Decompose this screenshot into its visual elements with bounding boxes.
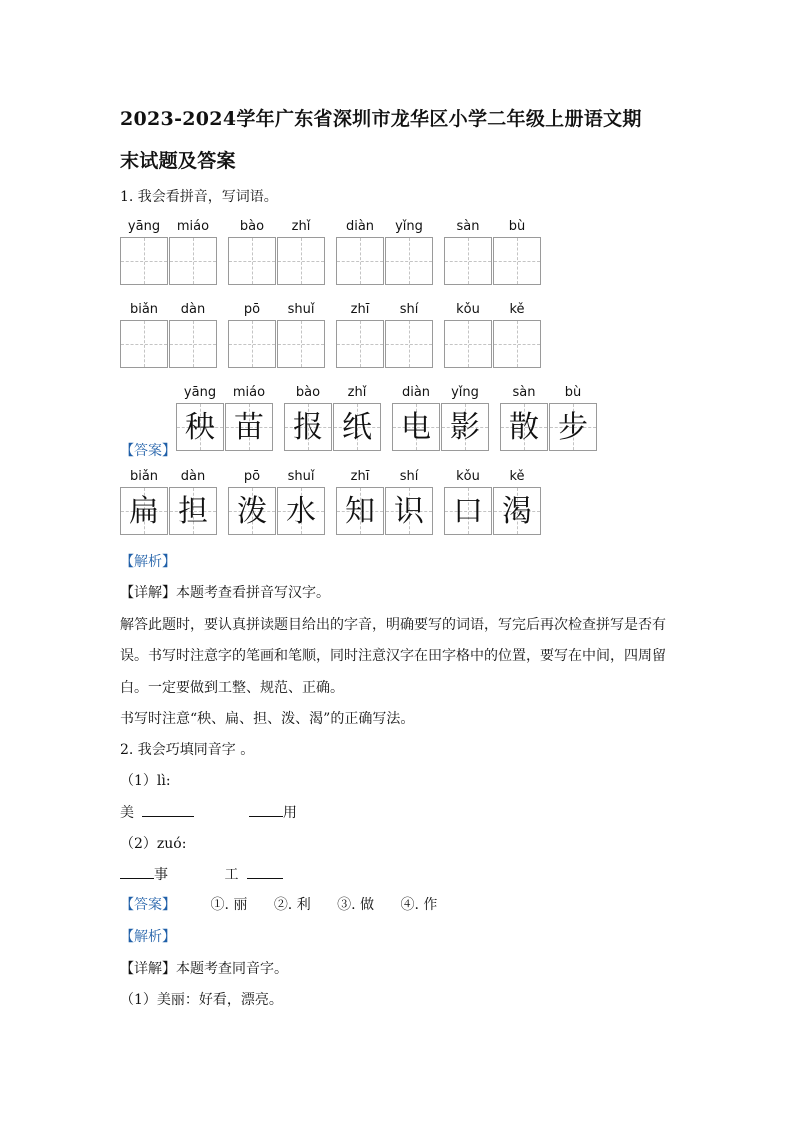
- answer-row2-pinyin: pō: [243, 469, 261, 484]
- answer-row1-pinyin: zhǐ: [347, 385, 367, 400]
- answer-row2-character: 知: [345, 494, 375, 529]
- answer-row2-pinyin: shí: [399, 469, 419, 484]
- answer-row2-tianzige-cell: [120, 487, 168, 535]
- q2-answer-2: ②. 利: [273, 897, 311, 913]
- answer-blank-1[interactable]: [142, 802, 194, 817]
- q2-sub2-b-prefix: 工: [224, 867, 239, 883]
- answer-row1-character: 散: [509, 410, 539, 445]
- answer-row2-pinyin: kě: [509, 469, 525, 484]
- answer-row2-tianzige-cell: [277, 487, 325, 535]
- question-row2-pinyin: pō: [243, 302, 261, 317]
- question-row1-pinyin: yǐng: [395, 219, 423, 234]
- answer-row1-tianzige-cell: [284, 403, 332, 451]
- page-title-line1: 2023-2024学年广东省深圳市龙华区小学二年级上册语文期: [120, 108, 642, 130]
- question-row1-tianzige-cell[interactable]: [336, 237, 384, 285]
- answer-row1-character: 步: [558, 410, 588, 445]
- question-row1-pinyin: yāng: [127, 219, 161, 234]
- question-row2-pinyin: biǎn: [129, 302, 159, 317]
- answer-row1-character: 电: [401, 410, 431, 445]
- answer-row2-pinyin: shuǐ: [287, 469, 315, 484]
- question-2-prompt: 2. 我会巧填同音字 。: [120, 742, 255, 758]
- q2-sub1-a-prefix: 美: [120, 805, 134, 821]
- question-row2-tianzige-cell[interactable]: [277, 320, 325, 368]
- answer-row1-character: 影: [450, 410, 480, 445]
- q1-paragraph-line2: 误。书写时注意字的笔画和笔顺，同时注意汉字在田字格中的位置，要写在中间，四周留: [120, 648, 666, 664]
- q2-sub1-blanks: [120, 802, 297, 822]
- answer-row2-tianzige-cell: [493, 487, 541, 535]
- answer-row2-tianzige-cell: [385, 487, 433, 535]
- question-row1-pinyin: sàn: [456, 219, 480, 234]
- answer-row2-character: 识: [394, 494, 424, 529]
- answer-row2-character: 渴: [502, 494, 532, 529]
- q2-answer-1: ①. 丽: [210, 897, 248, 913]
- q2-sub2-blanks: [120, 864, 283, 884]
- answer-row1-tianzige-cell: [500, 403, 548, 451]
- question-row1-pinyin: diàn: [345, 219, 375, 234]
- q2-detail: 【详解】本题考查同音字。: [120, 961, 288, 977]
- answer-row2-tianzige-cell: [169, 487, 217, 535]
- question-row2-tianzige-cell[interactable]: [169, 320, 217, 368]
- answer-row2-tianzige-cell: [444, 487, 492, 535]
- answer-blank-2[interactable]: [249, 802, 283, 817]
- q2-sub2-label: （2）zuó:: [120, 836, 187, 852]
- answer-row1-pinyin: miáo: [232, 385, 266, 400]
- answer-row2-character: 泼: [237, 494, 267, 529]
- q1-paragraph-line1: 解答此题时，要认真拼读题目给出的字音，明确要写的词语，写完后再次检查拼写是否有: [120, 617, 666, 633]
- answer-row2-pinyin: dàn: [180, 469, 206, 484]
- answer-row1-character: 报: [293, 410, 323, 445]
- q2-sub1-b-suffix: 用: [282, 805, 297, 821]
- question-row1-pinyin: zhǐ: [291, 219, 311, 234]
- answer-row1-tianzige-cell: [392, 403, 440, 451]
- answer-row1-tianzige-cell: [549, 403, 597, 451]
- answer-row2-tianzige-cell: [228, 487, 276, 535]
- answer-row1-character: 苗: [234, 410, 264, 445]
- question-row1-pinyin: miáo: [176, 219, 210, 234]
- q1-note: 书写时注意“秧、扁、担、泼、渴”的正确写法。: [120, 711, 415, 727]
- question-row2-pinyin: kě: [509, 302, 525, 317]
- question-row1-pinyin: bào: [239, 219, 265, 234]
- question-row1-tianzige-cell[interactable]: [493, 237, 541, 285]
- q1-answer-label: 【答案】: [120, 443, 176, 459]
- question-row1-tianzige-cell[interactable]: [277, 237, 325, 285]
- q2-answer-row: [120, 894, 459, 914]
- q1-paragraph-line3: 白。一定要做到工整、规范、正确。: [120, 680, 344, 696]
- answer-row2-pinyin: kǒu: [456, 469, 480, 484]
- answer-row1-pinyin: bù: [564, 385, 582, 400]
- q2-sub1-label: （1）lì:: [120, 773, 171, 789]
- question-row2-pinyin: shuǐ: [287, 302, 315, 317]
- answer-row1-tianzige-cell: [225, 403, 273, 451]
- q2-analysis-label: 【解析】: [120, 929, 176, 945]
- answer-row2-tianzige-cell: [336, 487, 384, 535]
- answer-blank-4[interactable]: [247, 864, 283, 879]
- page-title-line2: 末试题及答案: [120, 150, 236, 172]
- q2-sub2-a-suffix: 事: [154, 867, 168, 883]
- answer-row2-pinyin: biǎn: [129, 469, 159, 484]
- answer-row2-character: 扁: [129, 494, 159, 529]
- answer-row2-character: 担: [178, 494, 208, 529]
- question-row1-tianzige-cell[interactable]: [120, 237, 168, 285]
- answer-row1-character: 秧: [185, 410, 215, 445]
- answer-row2-pinyin: zhī: [350, 469, 370, 484]
- q2-answer-4: ④. 作: [400, 897, 438, 913]
- question-row2-tianzige-cell[interactable]: [120, 320, 168, 368]
- question-row2-pinyin: dàn: [180, 302, 206, 317]
- question-row2-pinyin: shí: [399, 302, 419, 317]
- question-row2-tianzige-cell[interactable]: [228, 320, 276, 368]
- answer-row1-pinyin: yāng: [183, 385, 217, 400]
- answer-row2-character: 水: [286, 494, 316, 529]
- question-row2-pinyin: kǒu: [456, 302, 480, 317]
- question-row2-tianzige-cell[interactable]: [336, 320, 384, 368]
- answer-row1-pinyin: yǐng: [451, 385, 479, 400]
- q2-answer-label: 【答案】: [120, 897, 176, 913]
- answer-row1-pinyin: bào: [295, 385, 321, 400]
- question-1-prompt: 1. 我会看拼音，写词语。: [120, 189, 278, 205]
- q2-answer-3: ③. 做: [337, 897, 375, 913]
- question-row1-tianzige-cell[interactable]: [444, 237, 492, 285]
- answer-row2-character: 口: [453, 494, 483, 529]
- question-row2-tianzige-cell[interactable]: [493, 320, 541, 368]
- q1-analysis-label: 【解析】: [120, 554, 176, 570]
- question-row1-tianzige-cell[interactable]: [385, 237, 433, 285]
- question-row2-tianzige-cell[interactable]: [444, 320, 492, 368]
- answer-row1-character: 纸: [342, 410, 372, 445]
- answer-row1-pinyin: diàn: [401, 385, 431, 400]
- answer-blank-3[interactable]: [120, 864, 154, 879]
- question-row1-pinyin: bù: [508, 219, 526, 234]
- question-row2-tianzige-cell[interactable]: [385, 320, 433, 368]
- answer-row1-tianzige-cell: [176, 403, 224, 451]
- answer-row1-tianzige-cell: [333, 403, 381, 451]
- question-row2-pinyin: zhī: [350, 302, 370, 317]
- q1-detail: 【详解】本题考查看拼音写汉字。: [120, 585, 330, 601]
- q2-explain-1: （1）美丽：好看，漂亮。: [120, 992, 283, 1008]
- question-row1-tianzige-cell[interactable]: [228, 237, 276, 285]
- answer-row1-tianzige-cell: [441, 403, 489, 451]
- answer-row1-pinyin: sàn: [512, 385, 536, 400]
- question-row1-tianzige-cell[interactable]: [169, 237, 217, 285]
